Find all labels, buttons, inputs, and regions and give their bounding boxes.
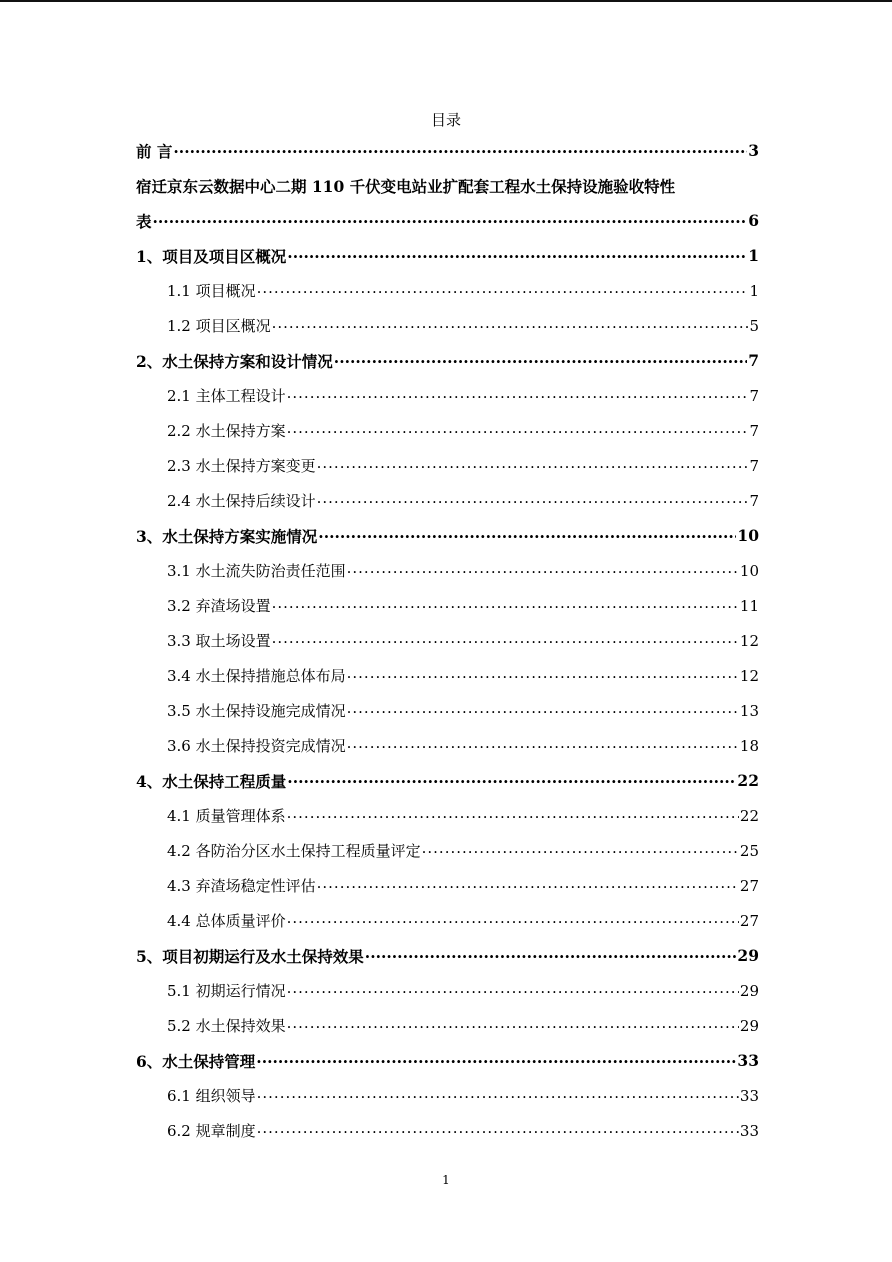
toc-entry-page: 7 (749, 491, 759, 510)
toc-entry-label: 6.1 组织领导 (167, 1087, 256, 1105)
toc-entry-page: 5 (749, 316, 759, 335)
toc-entry-page: 29 (739, 981, 759, 1000)
toc-entry-page: 7 (749, 456, 759, 475)
toc-entry-page: 27 (739, 876, 759, 895)
toc-entry-page: 7 (748, 351, 759, 370)
toc-entry[interactable] (136, 588, 759, 623)
toc-entry[interactable] (136, 728, 759, 763)
toc-entry-label: 6.2 规章制度 (167, 1122, 256, 1140)
toc-entry-page: 25 (739, 841, 759, 860)
toc-entry[interactable] (136, 238, 759, 273)
toc-entry-label: 3.6 水土保持投资完成情况 (167, 737, 346, 755)
toc-entry-page: 27 (739, 911, 759, 930)
toc-entry-label: 宿迁京东云数据中心二期 110 千伏变电站业扩配套工程水土保持设施验收特性 (136, 176, 676, 196)
toc-entry-label: 3.1 水土流失防治责任范围 (167, 562, 346, 580)
toc-entry[interactable] (136, 308, 759, 343)
toc-entry[interactable] (136, 693, 759, 728)
toc-dot-leader (287, 807, 739, 825)
toc-entry-label: 2、水土保持方案和设计情况 (136, 351, 333, 371)
toc-entry[interactable] (136, 273, 759, 308)
toc-dot-leader (287, 771, 736, 790)
toc-entry-label: 5.2 水土保持效果 (167, 1017, 286, 1035)
toc-dot-leader (365, 946, 737, 965)
toc-entry-page: 1 (748, 246, 759, 265)
toc-dot-leader (257, 1122, 739, 1140)
toc-entry-page: 11 (739, 596, 759, 615)
toc-entry-page: 6 (748, 211, 759, 230)
toc-dot-leader (272, 632, 739, 650)
toc-entry-label: 2.4 水土保持后续设计 (167, 492, 316, 510)
top-border-line (0, 0, 892, 2)
toc-dot-leader (347, 702, 739, 720)
toc-dot-leader (287, 387, 749, 405)
toc-entry-label: 2.1 主体工程设计 (167, 387, 286, 405)
toc-entry-page: 3 (748, 141, 759, 160)
toc-entry-label: 6、水土保持管理 (136, 1051, 256, 1071)
toc-dot-leader (272, 317, 749, 335)
toc-dot-leader (272, 597, 739, 615)
toc-entry-page: 7 (749, 421, 759, 440)
toc-entry-page: 29 (737, 946, 759, 965)
toc-entry-page: 12 (739, 631, 759, 650)
toc-entry-page: 10 (739, 561, 759, 580)
toc-entry-label: 5、项目初期运行及水土保持效果 (136, 946, 364, 966)
toc-dot-leader (173, 141, 747, 160)
toc-dot-leader (317, 492, 749, 510)
toc-entry-page: 10 (737, 526, 759, 545)
toc-entry[interactable] (136, 658, 759, 693)
toc-entry[interactable] (136, 763, 759, 798)
toc-entry-page: 12 (739, 666, 759, 685)
toc-entry-label: 3.5 水土保持设施完成情况 (167, 702, 346, 720)
toc-entry-page: 33 (739, 1086, 759, 1105)
toc-entry-label: 4.2 各防治分区水土保持工程质量评定 (167, 842, 421, 860)
page-number: 1 (442, 1173, 450, 1187)
toc-entry[interactable] (136, 1043, 759, 1078)
toc-dot-leader (317, 877, 739, 895)
toc-entry[interactable] (136, 623, 759, 658)
toc-dot-leader (347, 667, 739, 685)
toc-entry-label: 4、水土保持工程质量 (136, 771, 287, 791)
toc-dot-leader (287, 982, 739, 1000)
toc-entry-label: 2.3 水土保持方案变更 (167, 457, 316, 475)
toc-entry[interactable] (136, 1078, 759, 1113)
toc-entry[interactable] (136, 1008, 759, 1043)
toc-entry-label: 3、水土保持方案实施情况 (136, 526, 318, 546)
toc-entry-page: 7 (749, 386, 759, 405)
toc-entry-label: 前 言 (136, 141, 173, 161)
toc-entry-page: 13 (739, 701, 759, 720)
toc-entry-page: 1 (749, 281, 759, 300)
toc-entry-label: 1.2 项目区概况 (167, 317, 271, 335)
toc-entry-page: 22 (737, 771, 759, 790)
toc-entry-label: 5.1 初期运行情况 (167, 982, 286, 1000)
toc-entry-continuation[interactable] (136, 203, 759, 238)
toc-entry-page: 33 (737, 1051, 759, 1070)
toc-entry[interactable] (136, 168, 759, 203)
toc-dot-leader (318, 526, 736, 545)
toc-entry[interactable] (136, 448, 759, 483)
toc-entry[interactable] (136, 343, 759, 378)
table-of-contents (136, 133, 759, 1148)
toc-entry[interactable] (136, 518, 759, 553)
toc-entry-label: 1、项目及项目区概况 (136, 246, 287, 266)
toc-dot-leader (257, 282, 749, 300)
toc-dot-leader (287, 246, 747, 265)
toc-entry-label: 4.3 弃渣场稳定性评估 (167, 877, 316, 895)
toc-entry[interactable] (136, 483, 759, 518)
toc-entry[interactable] (136, 1113, 759, 1148)
toc-entry[interactable] (136, 798, 759, 833)
toc-entry-page: 22 (739, 806, 759, 825)
toc-dot-leader (257, 1087, 739, 1105)
toc-entry[interactable] (136, 938, 759, 973)
toc-entry[interactable] (136, 833, 759, 868)
toc-entry-page: 29 (739, 1016, 759, 1035)
toc-entry[interactable] (136, 973, 759, 1008)
toc-entry-label: 4.4 总体质量评价 (167, 912, 286, 930)
toc-entry-page: 18 (739, 736, 759, 755)
toc-title: 目录 (430, 111, 461, 129)
toc-dot-leader (347, 562, 739, 580)
toc-entry-label: 3.3 取土场设置 (167, 632, 271, 650)
toc-entry-label: 3.4 水土保持措施总体布局 (167, 667, 346, 685)
toc-dot-leader (287, 422, 749, 440)
toc-entry[interactable] (136, 133, 759, 168)
toc-dot-leader (153, 211, 748, 230)
toc-dot-leader (347, 737, 739, 755)
toc-dot-leader (287, 1017, 739, 1035)
toc-dot-leader (317, 457, 749, 475)
toc-entry[interactable] (136, 868, 759, 903)
toc-entry[interactable] (136, 903, 759, 938)
toc-entry[interactable] (136, 413, 759, 448)
toc-entry[interactable] (136, 553, 759, 588)
toc-dot-leader (287, 912, 739, 930)
toc-entry-page: 33 (739, 1121, 759, 1140)
toc-entry-label: 2.2 水土保持方案 (167, 422, 286, 440)
toc-entry-label: 4.1 质量管理体系 (167, 807, 286, 825)
toc-entry-label: 3.2 弃渣场设置 (167, 597, 271, 615)
toc-dot-leader (256, 1051, 736, 1070)
toc-dot-leader (422, 842, 739, 860)
toc-entry-label: 1.1 项目概况 (167, 282, 256, 300)
toc-entry[interactable] (136, 378, 759, 413)
toc-entry-label-continuation: 表 (136, 211, 152, 231)
toc-dot-leader (334, 351, 747, 370)
